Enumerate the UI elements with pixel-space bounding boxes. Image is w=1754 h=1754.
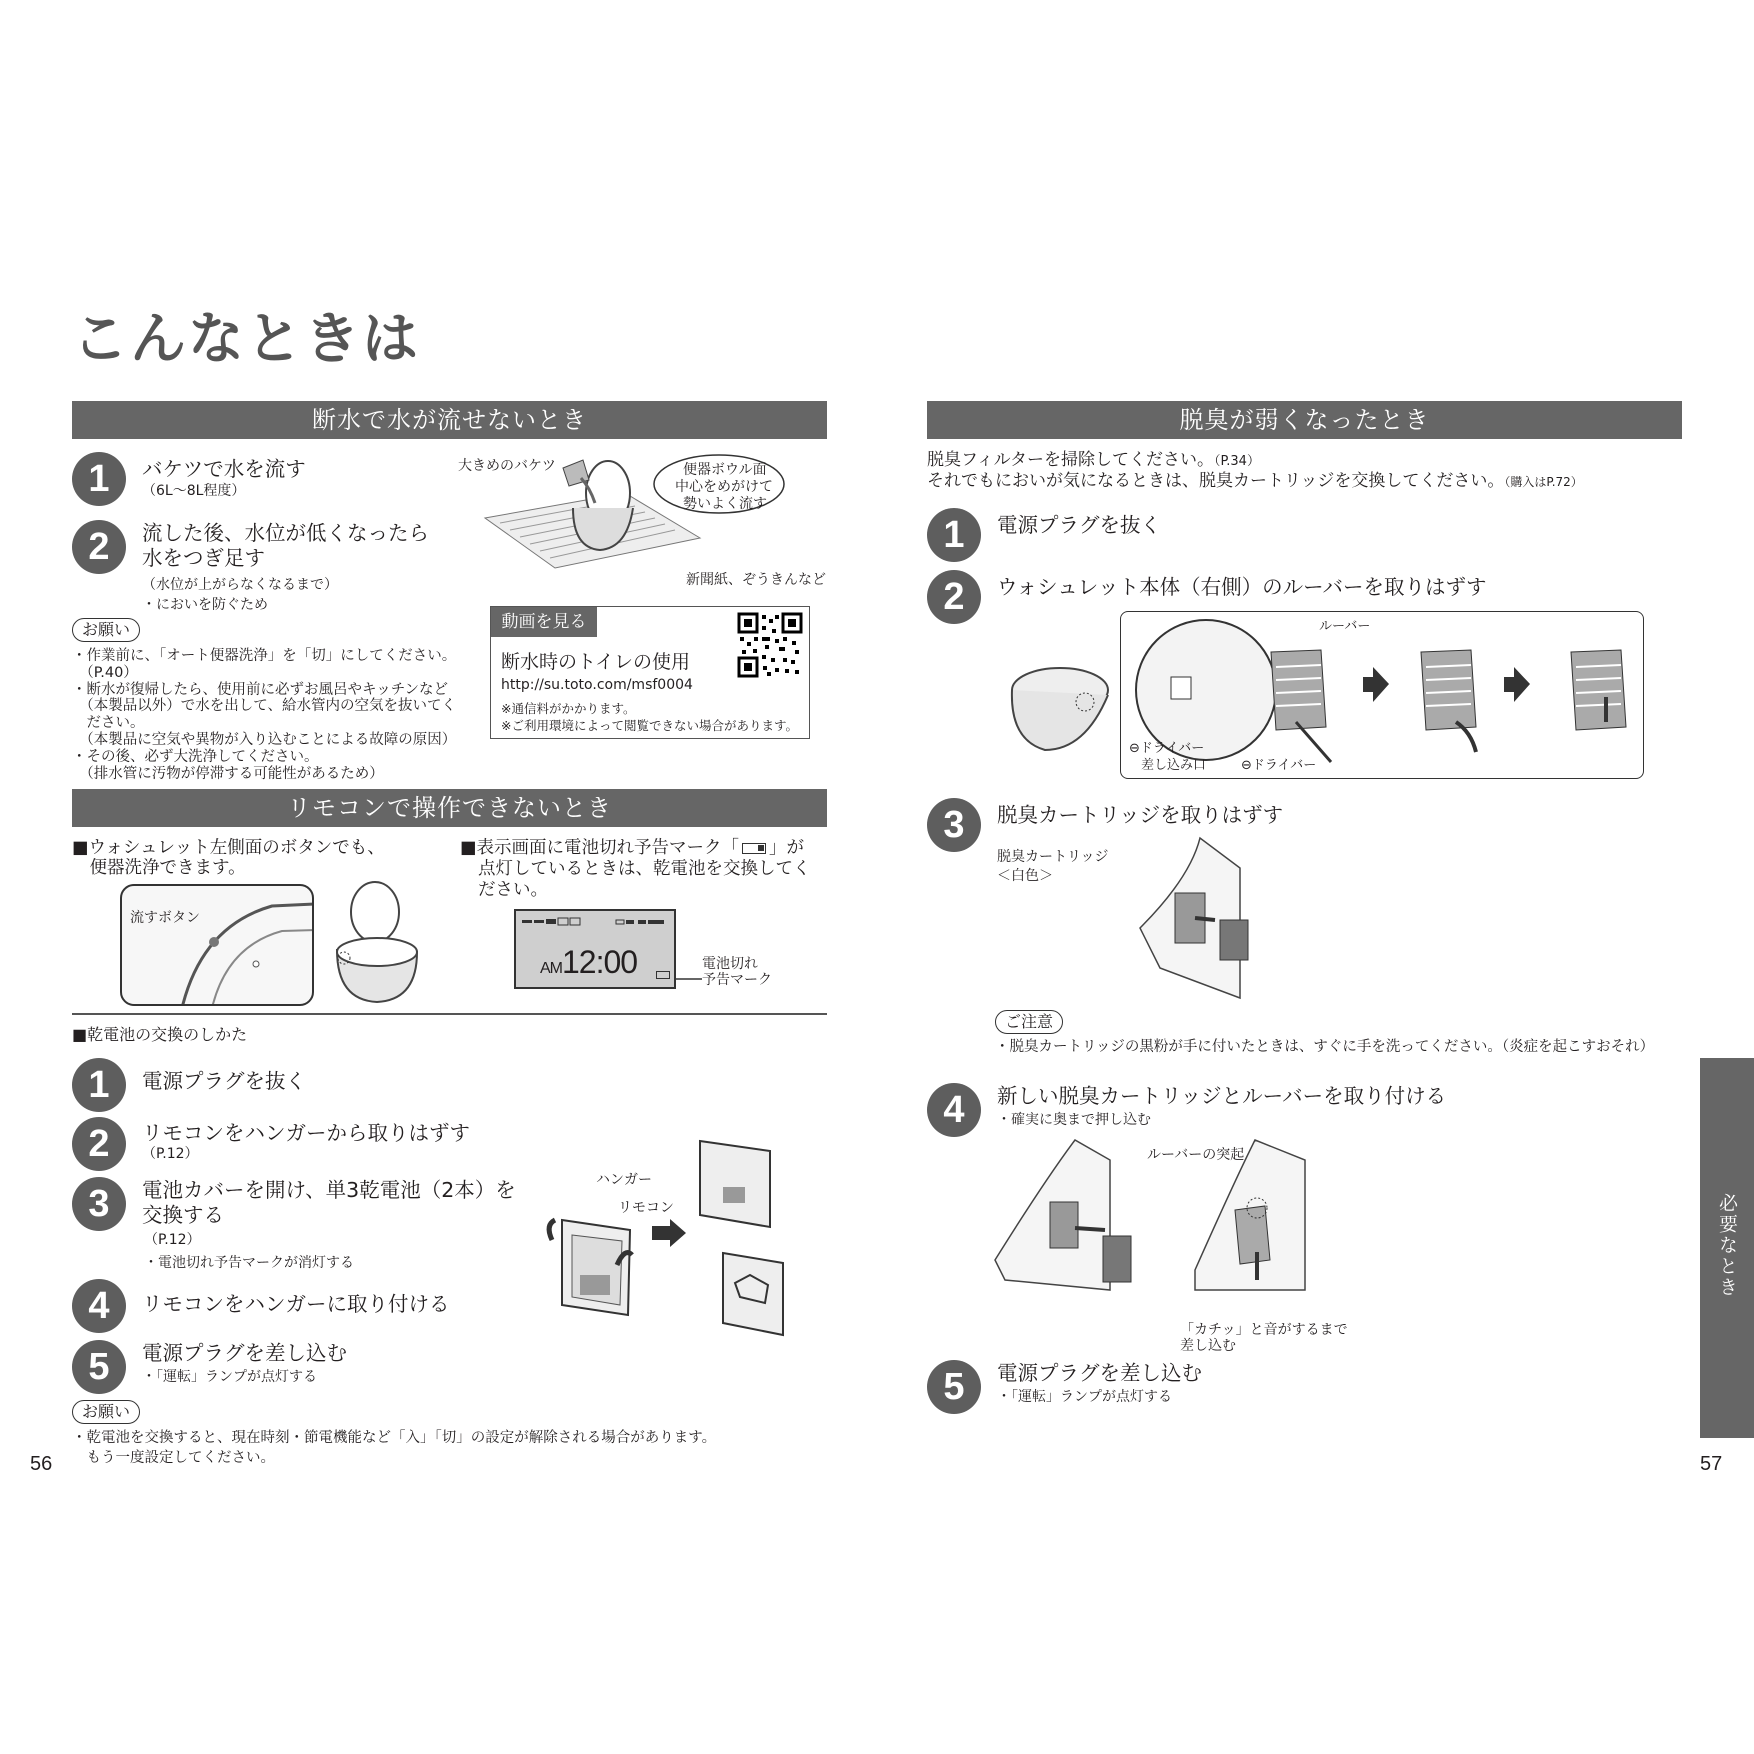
step-title-line-1: 流した後、水位が低くなったら <box>142 521 429 545</box>
battery-step-1 <box>72 1058 492 1114</box>
request-list-water <box>72 648 456 782</box>
step-number: 2 <box>72 1117 126 1171</box>
step-number: 1 <box>927 508 981 562</box>
section-bar-deodor: 脱臭が弱くなったとき <box>927 401 1682 439</box>
remote-note-right-3: ださい。 <box>478 880 548 900</box>
side-tab[interactable] <box>1700 1058 1754 1438</box>
step-number: 4 <box>72 1279 126 1333</box>
driver-label: ⊖ドライバー <box>1241 758 1317 773</box>
toilet-side-illustration <box>1000 660 1110 762</box>
video-title: 断水時のトイレの使用 <box>501 651 691 673</box>
battery-label-2: 予告マーク <box>702 972 772 988</box>
divider <box>72 1013 827 1015</box>
battery-mark-icon <box>742 843 766 854</box>
remote-label: リモコン <box>618 1200 674 1216</box>
step-title: 電源プラグを差し込む <box>142 1341 347 1365</box>
video-url[interactable]: http://su.toto.com/msf0004 <box>501 677 693 693</box>
battery-label-1: 電池切れ <box>702 956 758 972</box>
step-number: 2 <box>927 570 981 624</box>
lcd-battery-icon <box>656 971 670 979</box>
qr-code-icon[interactable] <box>737 612 803 678</box>
battery-heading: ■乾電池の交換のしかた <box>72 1025 248 1044</box>
step-title-line-1: 電池カバーを開け、単3乾電池（2本）を <box>142 1178 516 1202</box>
deodor-intro-1: 脱臭フィルターを掃除してください。（P.34） <box>927 450 1260 470</box>
request-remote-line-1: ・乾電池を交換すると、現在時刻・節電機能など「入」「切」の設定が解除される場合があります。 <box>72 1430 717 1446</box>
cartridge-color: ＜白色＞ <box>997 868 1053 884</box>
page-number-right: 57 <box>1700 1453 1723 1475</box>
request-line: ださい。 <box>72 715 145 732</box>
side-panel-illustration <box>122 886 314 1006</box>
step-sub-1: （水位が上がらなくなるまで） <box>142 577 338 593</box>
request-line: （P.40） <box>72 664 138 681</box>
step-number: 1 <box>72 452 126 506</box>
step-number: 4 <box>927 1083 981 1137</box>
paper-label: 新聞紙、ぞうきんなど <box>686 572 826 588</box>
step-sub: （6L～8L程度） <box>142 483 246 499</box>
section-bar-water: 断水で水が流せないとき <box>72 401 827 439</box>
request-line: （排水管に汚物が停滞する可能性があるため） <box>72 765 384 782</box>
step-title: ウォシュレット本体（右側）のルーバーを取りはずす <box>997 575 1487 599</box>
lcd-display <box>514 909 676 989</box>
battery-step-4 <box>72 1279 492 1335</box>
balloon-line-2: 中心をめがけて <box>675 479 773 495</box>
water-step-1 <box>72 452 432 512</box>
remote-note-left-1: ■ウォシュレット左側面のボタンでも、 <box>72 838 385 858</box>
request-tag-water: お願い <box>72 618 140 642</box>
step-title: 脱臭カートリッジを取りはずす <box>997 803 1284 827</box>
section-bar-remote: リモコンで操作できないとき <box>72 789 827 827</box>
battery-step-3 <box>72 1177 516 1277</box>
toilet-illustration <box>332 880 422 1006</box>
flush-button-label: 流すボタン <box>130 910 200 926</box>
step-sub: ・「運転」ランプが点灯する <box>142 1369 317 1385</box>
step-sub: （P.12） <box>142 1146 199 1162</box>
step-number: 1 <box>72 1058 126 1112</box>
step-number: 2 <box>72 520 126 574</box>
step-sub: ・確実に奥まで押し込む <box>997 1112 1151 1128</box>
request-line: （本製品に空気や異物が入り込むことによる故障の原因） <box>72 731 457 748</box>
page-number-left: 56 <box>30 1453 53 1475</box>
deodor-step-5 <box>927 1360 1427 1420</box>
slot-label-1: ⊖ドライバー <box>1129 741 1205 756</box>
video-box <box>490 606 810 739</box>
step-title-line-2: 交換する <box>142 1203 224 1227</box>
cartridge-removal-illustration <box>1140 838 1240 1008</box>
side-tab-label: 必要なとき <box>1716 1193 1738 1298</box>
deodor-step-1 <box>927 508 1427 564</box>
step-sub-2: ・電池切れ予告マークが消灯する <box>144 1255 354 1271</box>
flush-button-callout <box>120 884 314 1006</box>
step-title: リモコンをハンガーから取りはずす <box>142 1121 470 1145</box>
step-title-line-2: 水をつぎ足す <box>142 546 265 570</box>
louver-label: ルーバー <box>1319 619 1371 634</box>
battery-label-line <box>676 977 702 981</box>
request-remote-line-2: もう一度設定してください。 <box>72 1450 275 1466</box>
cartridge-name: 脱臭カートリッジ <box>997 849 1109 865</box>
video-tag: 動画を見る <box>491 607 597 637</box>
caution-tag: ご注意 <box>995 1010 1063 1034</box>
video-note-2: ※ご利用環境によって閲覧できない場合があります。 <box>501 718 798 733</box>
bucket-label: 大きめのバケツ <box>458 458 556 474</box>
louver-panel <box>1120 611 1644 779</box>
deodor-intro-2: それでもにおいが気になるときは、脱臭カートリッジを交換してください。（購入はP.72） <box>927 471 1583 491</box>
balloon-line-1: 便器ボウル面 <box>683 462 767 478</box>
water-step-2 <box>72 520 432 620</box>
step-number: 3 <box>927 798 981 852</box>
request-tag-remote: お願い <box>72 1400 140 1424</box>
video-note-1: ※通信料がかかります。 <box>501 701 636 716</box>
remote-hanger-illustration <box>540 1135 830 1325</box>
click-label-1: 「カチッ」と音がするまで <box>1180 1322 1348 1338</box>
request-line: （本製品以外）で水を出して、給水管内の空気を抜いてく <box>72 698 456 715</box>
click-label-2: 差し込む <box>1180 1338 1236 1354</box>
request-line: ・その後、必ず大洗浄してください。 <box>72 748 319 765</box>
deodor-step-4 <box>927 1083 1627 1143</box>
bump-label: ルーバーの突起 <box>1147 1147 1245 1163</box>
battery-step-5 <box>72 1340 492 1400</box>
battery-step-2 <box>72 1117 492 1173</box>
remote-note-left-2: 便器洗浄できます。 <box>72 858 246 878</box>
caution-line: ・脱臭カートリッジの黒粉が手に付いたときは、すぐに手を洗ってください。（炎症を起こすおそれ） <box>995 1039 1655 1055</box>
step-title: 電源プラグを抜く <box>997 513 1161 537</box>
request-line: ・断水が復帰したら、使用前に必ずお風呂やキッチンなど <box>72 681 448 698</box>
lcd-time: AM12:00 <box>540 944 638 980</box>
step-sub-1: （P.12） <box>144 1232 201 1248</box>
step-title: 電源プラグを抜く <box>142 1069 306 1093</box>
step-number: 5 <box>72 1340 126 1394</box>
remote-note-right-1: ■表示画面に電池切れ予告マーク「 」が <box>460 838 805 858</box>
page-title: こんなときは <box>72 307 420 372</box>
step-title: 新しい脱臭カートリッジとルーバーを取り付ける <box>997 1084 1447 1108</box>
step-sub: ・「運転」ランプが点灯する <box>997 1389 1172 1405</box>
hanger-label: ハンガー <box>596 1172 652 1188</box>
step-title: 電源プラグを差し込む <box>997 1361 1202 1385</box>
step-title: リモコンをハンガーに取り付ける <box>142 1292 450 1316</box>
slot-label-2: 差し込み口 <box>1141 758 1207 773</box>
remote-note-right-2: 点灯しているときは、乾電池を交換してく <box>478 859 811 879</box>
balloon-line-3: 勢いよく流す <box>683 496 767 512</box>
step-title: バケツで水を流す <box>142 457 306 481</box>
lcd-indicators <box>520 915 670 931</box>
step-number: 3 <box>72 1177 126 1231</box>
step-sub-2: ・においを防ぐため <box>142 597 268 613</box>
step-number: 5 <box>927 1360 981 1414</box>
request-line: ・作業前に、「オート便器洗浄」を「切」にしてください。 <box>72 648 457 664</box>
